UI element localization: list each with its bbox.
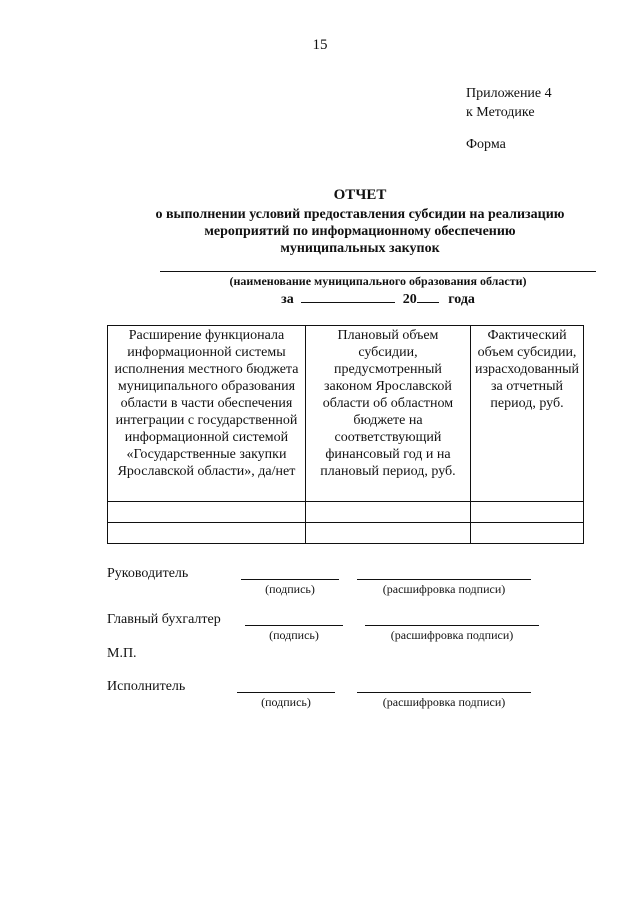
entity-name-caption: (наименование муниципального образования области) (229, 274, 527, 288)
report-table (107, 325, 584, 544)
header-actual-subsidy: Фактический объем субсидии, израсходованный за отчетный период, руб. (471, 326, 584, 502)
header-planned-subsidy: Плановый объем субсидии, предусмотренный законом Ярославской области об областном бюджете на соответствующий финансовый год и на плановый период, руб. (305, 326, 470, 502)
subtitle-line: мероприятий по информационному обеспечению (204, 224, 516, 239)
period-suffix: года (448, 292, 475, 307)
signature-name-caption: (расшифровка подписи) (390, 628, 514, 642)
appendix-parent-document: к Методике (466, 105, 535, 120)
subtitle-line: муниципальных закупок (280, 241, 440, 256)
page-number: 15 (312, 37, 328, 53)
table-cell (305, 502, 470, 523)
signature-role-chief-accountant: Главный бухгалтер (107, 612, 221, 627)
table-header-row (108, 326, 584, 502)
signature-line (245, 625, 343, 626)
signature-line (241, 579, 339, 580)
year-prefix: 20 (402, 292, 417, 307)
period-prefix: за (281, 292, 294, 307)
signature-caption: (подпись) (261, 695, 311, 709)
table-row (108, 523, 584, 544)
signature-name-line (357, 579, 531, 580)
subtitle-line: о выполнении условий предоставления субсидии на реализацию (155, 207, 565, 222)
table-row (108, 502, 584, 523)
entity-name-blank (160, 271, 596, 272)
table-cell (471, 523, 584, 544)
signature-role-head: Руководитель (107, 566, 189, 581)
signature-role-executor: Исполнитель (107, 679, 186, 694)
table-cell (471, 502, 584, 523)
signature-caption: (подпись) (265, 582, 315, 596)
table-cell (108, 502, 306, 523)
signature-caption: (подпись) (269, 628, 319, 642)
year-blank (417, 290, 439, 303)
header-integration: Расширение функционала информационной системы исполнения местного бюджета муниципального образования области в части обеспечения интеграции с государственной информационной системой «Государственные закупки Ярославской области», да/нет (108, 326, 306, 502)
document-subtitle (130, 206, 590, 257)
signature-name-line (365, 625, 539, 626)
appendix-number: Приложение 4 (466, 86, 552, 101)
form-label: Форма (466, 137, 506, 152)
signature-name-caption: (расшифровка подписи) (382, 582, 506, 596)
signature-name-caption: (расшифровка подписи) (382, 695, 506, 709)
stamp-placeholder: М.П. (107, 646, 137, 661)
appendix-reference (466, 84, 552, 122)
signature-name-line (357, 692, 531, 693)
reporting-period (160, 290, 596, 308)
table-cell (108, 523, 306, 544)
document-title: ОТЧЕТ (333, 187, 387, 203)
signature-line (237, 692, 335, 693)
table-cell (305, 523, 470, 544)
period-blank (301, 290, 395, 303)
